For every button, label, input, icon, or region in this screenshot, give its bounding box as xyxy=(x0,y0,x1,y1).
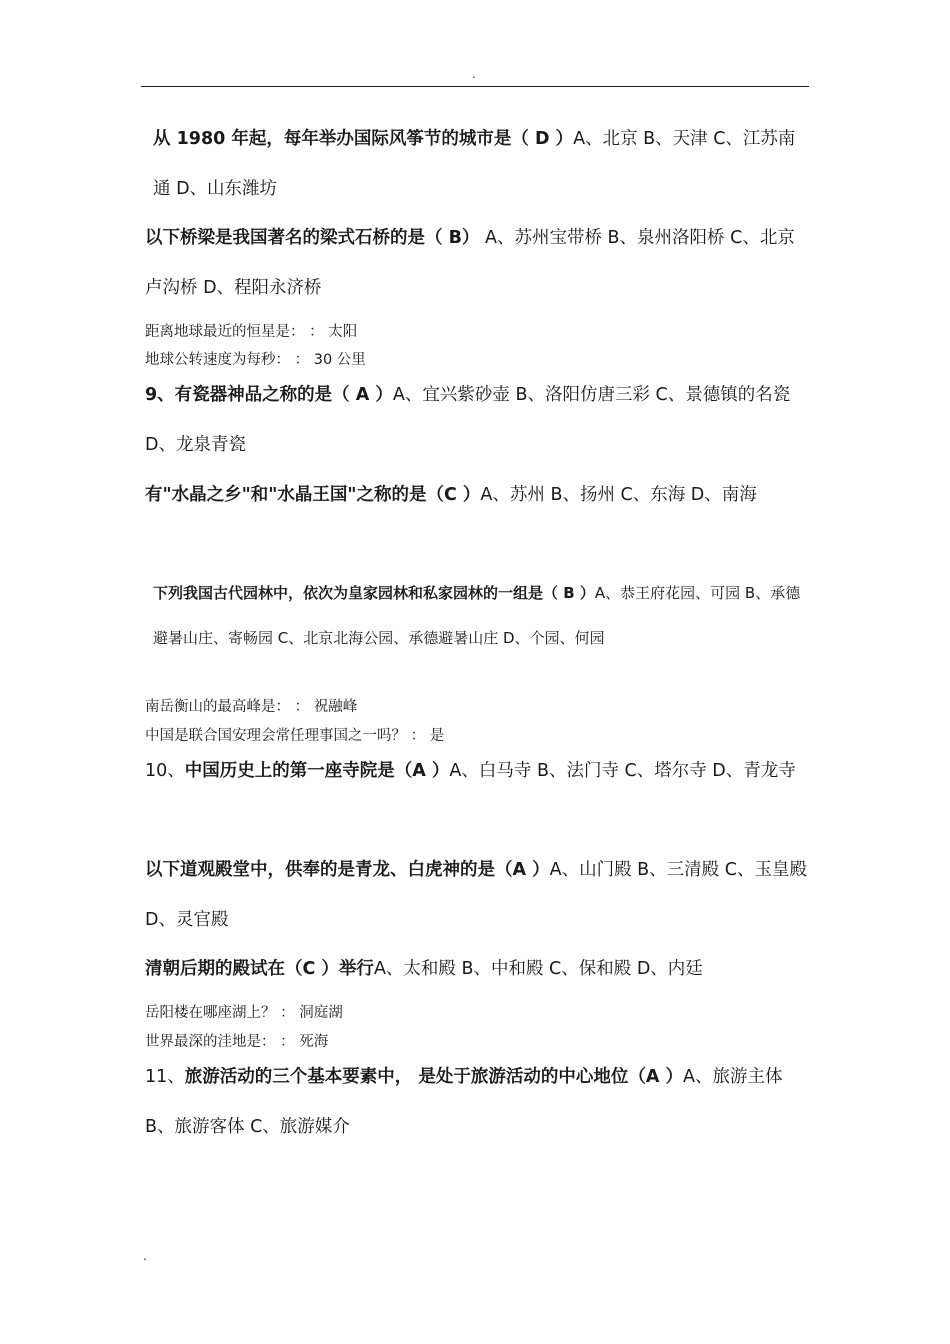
question-crystal-town xyxy=(145,470,809,520)
question-porcelain xyxy=(145,370,809,470)
question-text: 下列我国古代园林中，依次为皇家园林和私家园林的一组是（ B ） xyxy=(153,584,595,602)
answer-options: A、太和殿 B、中和殿 C、保和殿 D、内廷 xyxy=(373,959,703,979)
question-palace-exam xyxy=(145,944,809,994)
question-text: 以下道观殿堂中，供奉的是青龙、白虎神的是（A ） xyxy=(145,860,550,880)
answer-options: A、苏州 B、扬州 C、东海 D、南海 xyxy=(480,485,757,505)
answer-options: A、旅游主体 B、旅游客体 C、旅游媒介 xyxy=(145,1067,783,1137)
answer-options: A、北京 B、天津 C、江苏南通 D、山东潍坊 xyxy=(153,129,796,199)
fact-hengshan-peak: 南岳衡山的最高峰是： ： 祝融峰 xyxy=(145,699,358,715)
fact-nearest-star: 距离地球最近的恒星是： ： 太阳 xyxy=(145,324,358,340)
answer-options: A、山门殿 B、三清殿 C、玉皇殿 D、灵官殿 xyxy=(145,860,807,930)
question-text: 9、有瓷器神品之称的是（ A ） xyxy=(145,385,393,405)
question-text: 有"水晶之乡"和"水晶王国"之称的是（C ） xyxy=(145,485,481,505)
answer-options: A、白马寺 B、法门寺 C、塔尔寺 D、青龙寺 xyxy=(449,761,796,781)
question-gardens xyxy=(153,571,809,661)
question-text: 中国历史上的第一座寺院是（A ） xyxy=(184,761,450,781)
fact-un-security-council: 中国是联合国安理会常任理事国之一吗？ ： 是 xyxy=(145,728,445,744)
question-kite-festival xyxy=(153,114,809,214)
question-text: 清朝后期的殿试在（C ）举行 xyxy=(145,959,374,979)
question-number: 11、 xyxy=(145,1067,185,1087)
footer-mark: . xyxy=(143,1249,147,1263)
answer-options: A、苏州宝带桥 B、泉州洛阳桥 C、北京卢沟桥 D、程阳永济桥 xyxy=(145,228,795,298)
fact-yueyang-tower: 岳阳楼在哪座湖上？ ： 洞庭湖 xyxy=(145,1005,343,1021)
header-mark: . xyxy=(472,67,476,81)
question-tourism-elements xyxy=(145,1052,809,1152)
question-stone-bridge xyxy=(145,213,809,313)
question-first-temple xyxy=(145,746,809,796)
question-text: 以下桥梁是我国著名的梁式石桥的是（ B） xyxy=(145,228,480,248)
answer-options: A、恭王府花园、可园 B、承德避暑山庄、寄畅园 C、北京北海公园、承德避暑山庄 D、个园、何园 xyxy=(153,584,801,647)
question-number: 10、 xyxy=(145,761,185,781)
question-text: 旅游活动的三个基本要素中， 是处于旅游活动的中心地位（A ） xyxy=(184,1067,684,1087)
answer-options: A、宜兴紫砂壶 B、洛阳仿唐三彩 C、景德镇的名瓷 D、龙泉青瓷 xyxy=(145,385,791,455)
question-taoist-hall xyxy=(145,845,809,945)
question-text: 从 1980 年起，每年举办国际风筝节的城市是（ D ） xyxy=(153,129,574,149)
header-rule xyxy=(141,86,809,87)
fact-orbital-speed: 地球公转速度为每秒： ： 30 公里 xyxy=(145,352,366,368)
fact-deepest-depression: 世界最深的洼地是： ： 死海 xyxy=(145,1034,329,1050)
